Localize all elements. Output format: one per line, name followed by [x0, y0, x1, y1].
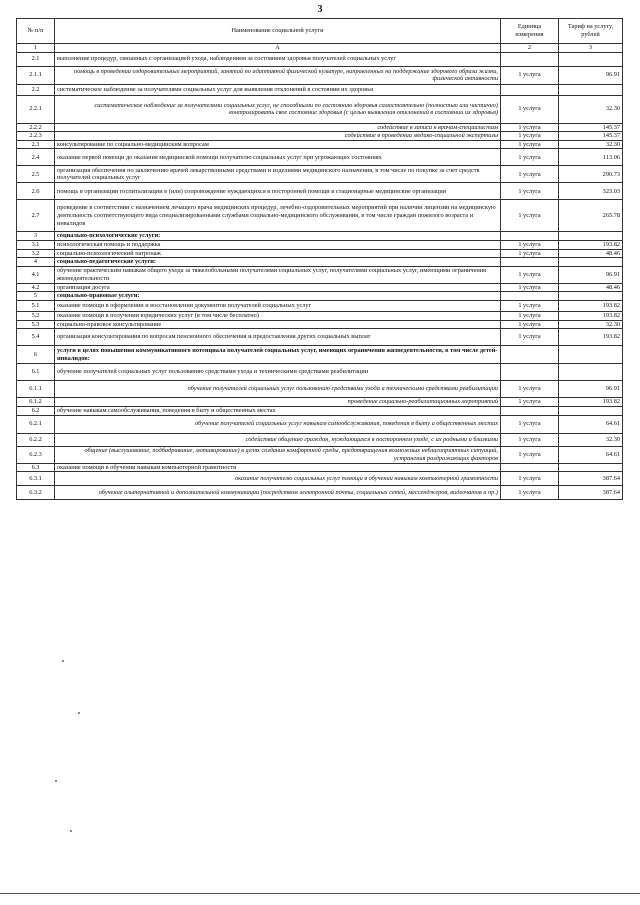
row-number: 2.3 [17, 140, 55, 149]
service-name: организация досуга [55, 283, 501, 292]
service-name: систематическое наблюдение за получателями социальных услуг, не способными по состоянию здоровья самостоятельно (полностью или частично) контролировать свое состояние здоровья (с целью выявления отклонений в состоянии их здоровья) [55, 95, 501, 123]
tariff-value: 96.91 [559, 66, 623, 84]
table-row [17, 240, 623, 249]
table-row [17, 249, 623, 258]
service-name: оказание первой помощи до оказания медицинской помощи получателю социальных услуг при угрожающих состояниях [55, 149, 501, 166]
tariff-value: 113.06 [559, 149, 623, 166]
table-row [17, 406, 623, 415]
header-name: Наименование социальной услуги [55, 19, 501, 44]
service-name: обучение получателей социальных услуг пользованию средствами ухода и техническими средствами реабилитации [55, 381, 501, 398]
service-name: обучение навыкам самообслуживания, поведения в быту и общественных местах [55, 406, 501, 415]
unit-of-measure: 1 услуга [501, 200, 559, 232]
unit-of-measure: 1 услуга [501, 95, 559, 123]
tariff-value [559, 292, 623, 301]
service-name: обучение получателей социальных услуг пользованию средствами ухода и техническими средствами реабилитации [55, 364, 501, 381]
service-name: помощь в организации госпитализации в (или) сопровождение нуждающихся в посторонней помощи в стационарные медицинские организации [55, 183, 501, 200]
service-name: психологическая помощь и поддержка [55, 240, 501, 249]
row-number: 4.1 [17, 266, 55, 283]
unit-of-measure: 1 услуга [501, 123, 559, 132]
unit-of-measure: 1 услуга [501, 381, 559, 398]
row-number: 2.6 [17, 183, 55, 200]
row-number: 3.1 [17, 240, 55, 249]
subheader-row [17, 44, 623, 53]
unit-of-measure: 1 услуга [501, 140, 559, 149]
table-row [17, 140, 623, 149]
unit-of-measure: 1 услуга [501, 300, 559, 311]
unit-of-measure: 1 услуга [501, 415, 559, 433]
header-num: № п/п [17, 19, 55, 44]
row-number: 2.2.2 [17, 123, 55, 132]
service-name: социально-правовое консультирование [55, 320, 501, 329]
table-row [17, 415, 623, 433]
tariff-value [559, 406, 623, 415]
unit-of-measure: 1 услуга [501, 132, 559, 141]
unit-of-measure: 1 услуга [501, 446, 559, 463]
subheader-cell: 2 [501, 44, 559, 53]
tariff-value [559, 52, 623, 66]
scan-speck [70, 830, 72, 832]
header-unit: Единица измерения [501, 19, 559, 44]
row-number: 6.2 [17, 406, 55, 415]
table-row [17, 300, 623, 311]
table-row [17, 472, 623, 486]
service-name: обучение получателей социальных услуг навыкам самообслуживания, поведения в быту и общественных местах [55, 415, 501, 433]
row-number: 2.1 [17, 52, 55, 66]
service-name: оказание помощи в обучении навыкам компьютерной грамотности [55, 463, 501, 472]
tariff-value: 265.78 [559, 200, 623, 232]
subheader-cell: 1 [17, 44, 55, 53]
service-name: услуги в целях повышения коммуникативного потенциала получателей социальных услуг, имеющих ограничения жизнедеятельности, в том числе детей-инвалидов: [55, 346, 501, 364]
row-number: 6 [17, 346, 55, 364]
subheader-cell: А [55, 44, 501, 53]
row-number: 6.1 [17, 364, 55, 381]
unit-of-measure [501, 84, 559, 95]
tariff-value: 32.30 [559, 140, 623, 149]
tariff-value: 193.82 [559, 311, 623, 320]
tariff-value [559, 232, 623, 241]
tariff-value: 96.91 [559, 381, 623, 398]
unit-of-measure: 1 услуга [501, 398, 559, 407]
unit-of-measure [501, 463, 559, 472]
service-name: социально-психологические услуги: [55, 232, 501, 241]
service-name: оказание помощи в оформлении и восстановлении документов получателей социальных услуг [55, 300, 501, 311]
row-number: 6.2.3 [17, 446, 55, 463]
unit-of-measure: 1 услуга [501, 311, 559, 320]
unit-of-measure [501, 232, 559, 241]
table-row [17, 84, 623, 95]
unit-of-measure: 1 услуга [501, 149, 559, 166]
table-row [17, 320, 623, 329]
unit-of-measure: 1 услуга [501, 329, 559, 346]
row-number: 2.2.3 [17, 132, 55, 141]
service-name: содействие в записи к врачам-специалистам [55, 123, 501, 132]
service-name: социально-психологический патронаж [55, 249, 501, 258]
table-row [17, 200, 623, 232]
tariff-value [559, 346, 623, 364]
table-row [17, 292, 623, 301]
tariff-value: 387.64 [559, 472, 623, 486]
service-name: организация консультирования по вопросам пенсионного обеспечения и предоставления других социальных выплат [55, 329, 501, 346]
unit-of-measure [501, 364, 559, 381]
table-row [17, 66, 623, 84]
table-row [17, 232, 623, 241]
table-row [17, 166, 623, 183]
table-row [17, 149, 623, 166]
table-row [17, 52, 623, 66]
service-name: оказание помощи в получении юридических услуг (в том числе бесплатно) [55, 311, 501, 320]
tariff-value: 32.30 [559, 95, 623, 123]
table-row [17, 486, 623, 500]
tariff-value: 32.30 [559, 433, 623, 446]
tariff-value: 387.64 [559, 486, 623, 500]
row-number: 2.5 [17, 166, 55, 183]
row-number: 5 [17, 292, 55, 301]
table-row [17, 311, 623, 320]
scan-speck [55, 780, 57, 782]
row-number: 5.3 [17, 320, 55, 329]
unit-of-measure [501, 52, 559, 66]
unit-of-measure: 1 услуга [501, 433, 559, 446]
table-row [17, 329, 623, 346]
table-row [17, 446, 623, 463]
row-number: 5.4 [17, 329, 55, 346]
row-number: 5.1 [17, 300, 55, 311]
unit-of-measure: 1 услуга [501, 472, 559, 486]
table-row [17, 463, 623, 472]
scan-border-line [0, 893, 640, 894]
unit-of-measure: 1 услуга [501, 283, 559, 292]
service-name: социально-педагогические услуги: [55, 258, 501, 267]
header-tariff: Тариф на услугу, рублей [559, 19, 623, 44]
service-name: организация обеспечения по заключению врачей лекарственными средствами и изделиями медицинского назначения, в том числе по покупке за счет средств получателей социальных услуг [55, 166, 501, 183]
service-name: консультирование по социально-медицинским вопросам [55, 140, 501, 149]
service-name: систематическое наблюдение за получателями социальных услуг для выявления отклонений в состоянии их здоровья [55, 84, 501, 95]
tariff-value: 193.82 [559, 240, 623, 249]
row-number: 6.1.2 [17, 398, 55, 407]
unit-of-measure [501, 346, 559, 364]
row-number: 6.3 [17, 463, 55, 472]
table-row [17, 364, 623, 381]
service-name: социально-правовые услуги: [55, 292, 501, 301]
tariff-value: 48.46 [559, 249, 623, 258]
tariff-value [559, 463, 623, 472]
service-name: проведение социально-реабилитационных мероприятий [55, 398, 501, 407]
table-row [17, 258, 623, 267]
service-name: помощь в проведении оздоровительных мероприятий, занятий по адаптивной физической культуре, направленных на поддержание здорового образа жизни, физической активности [55, 66, 501, 84]
unit-of-measure [501, 258, 559, 267]
unit-of-measure: 1 услуга [501, 240, 559, 249]
unit-of-measure: 1 услуга [501, 266, 559, 283]
service-name: содействие в проведении медико-социальной экспертизы [55, 132, 501, 141]
tariff-table [16, 18, 623, 500]
tariff-value: 96.91 [559, 266, 623, 283]
table-row [17, 132, 623, 141]
row-number: 2.7 [17, 200, 55, 232]
tariff-value [559, 84, 623, 95]
service-name: содействие общению граждан, нуждающихся в постороннем уходе, с их родными и близкими [55, 433, 501, 446]
unit-of-measure [501, 292, 559, 301]
service-name: оказание получателю социальных услуг помощи в обучении навыкам компьютерной грамотности [55, 472, 501, 486]
row-number: 6.2.2 [17, 433, 55, 446]
tariff-value: 32.30 [559, 320, 623, 329]
unit-of-measure: 1 услуга [501, 166, 559, 183]
tariff-value: 145.37 [559, 132, 623, 141]
row-number: 3.2 [17, 249, 55, 258]
scan-speck [62, 660, 64, 662]
tariff-value [559, 364, 623, 381]
row-number: 2.1.1 [17, 66, 55, 84]
service-name: общение (выслушивание, подбадривание, мотивирование) в целях создания комфортной среды, предотвращения возможных неблагоприятных ситуаций, устранения раздражающих факторов [55, 446, 501, 463]
tariff-value: 193.82 [559, 300, 623, 311]
table-row [17, 183, 623, 200]
row-number: 2.2 [17, 84, 55, 95]
unit-of-measure: 1 услуга [501, 183, 559, 200]
unit-of-measure: 1 услуга [501, 320, 559, 329]
table-row [17, 266, 623, 283]
row-number: 6.2.1 [17, 415, 55, 433]
table-row [17, 346, 623, 364]
page-number: 3 [317, 4, 323, 15]
row-number: 6.1.1 [17, 381, 55, 398]
row-number: 4 [17, 258, 55, 267]
scan-speck [78, 712, 80, 714]
table-row [17, 95, 623, 123]
service-name: выполнение процедур, связанных с организацией ухода, наблюдением за состоянием здоровья получателей социальных услуг [55, 52, 501, 66]
tariff-value: 193.82 [559, 398, 623, 407]
subheader-cell: 3 [559, 44, 623, 53]
table-row [17, 283, 623, 292]
table-row [17, 381, 623, 398]
tariff-value: 145.37 [559, 123, 623, 132]
tariff-value [559, 258, 623, 267]
tariff-value: 193.82 [559, 329, 623, 346]
tariff-value: 323.03 [559, 183, 623, 200]
unit-of-measure [501, 406, 559, 415]
unit-of-measure: 1 услуга [501, 486, 559, 500]
row-number: 2.4 [17, 149, 55, 166]
row-number: 6.3.2 [17, 486, 55, 500]
tariff-value: 48.46 [559, 283, 623, 292]
row-number: 4.2 [17, 283, 55, 292]
row-number: 2.2.1 [17, 95, 55, 123]
table-row [17, 398, 623, 407]
service-name: обучение практическим навыкам общего ухода за тяжелобольными получателями социальных услуг, получателями социальных услуг, имеющими ограничения жизнедеятельности [55, 266, 501, 283]
service-name: обучение альтернативной и дополнительной коммуникации (посредством электронной почты, социальных сетей, мессенджеров, видеочатов и пр.) [55, 486, 501, 500]
table-row [17, 433, 623, 446]
table-row [17, 123, 623, 132]
tariff-value: 64.61 [559, 415, 623, 433]
unit-of-measure: 1 услуга [501, 66, 559, 84]
service-name: проведение в соответствии с назначением лечащего врача медицинских процедур, лечебно-оздоровительных мероприятий при наличии лицензии на медицинскую деятельность соответствующего вида специализированными службами социально-медицинского обслуживания, в том числе граждан пожилого возраста и инвалидов [55, 200, 501, 232]
tariff-value: 290.73 [559, 166, 623, 183]
tariff-value: 64.61 [559, 446, 623, 463]
unit-of-measure: 1 услуга [501, 249, 559, 258]
row-number: 5.2 [17, 311, 55, 320]
row-number: 6.3.1 [17, 472, 55, 486]
row-number: 3 [17, 232, 55, 241]
header-row [17, 19, 623, 44]
